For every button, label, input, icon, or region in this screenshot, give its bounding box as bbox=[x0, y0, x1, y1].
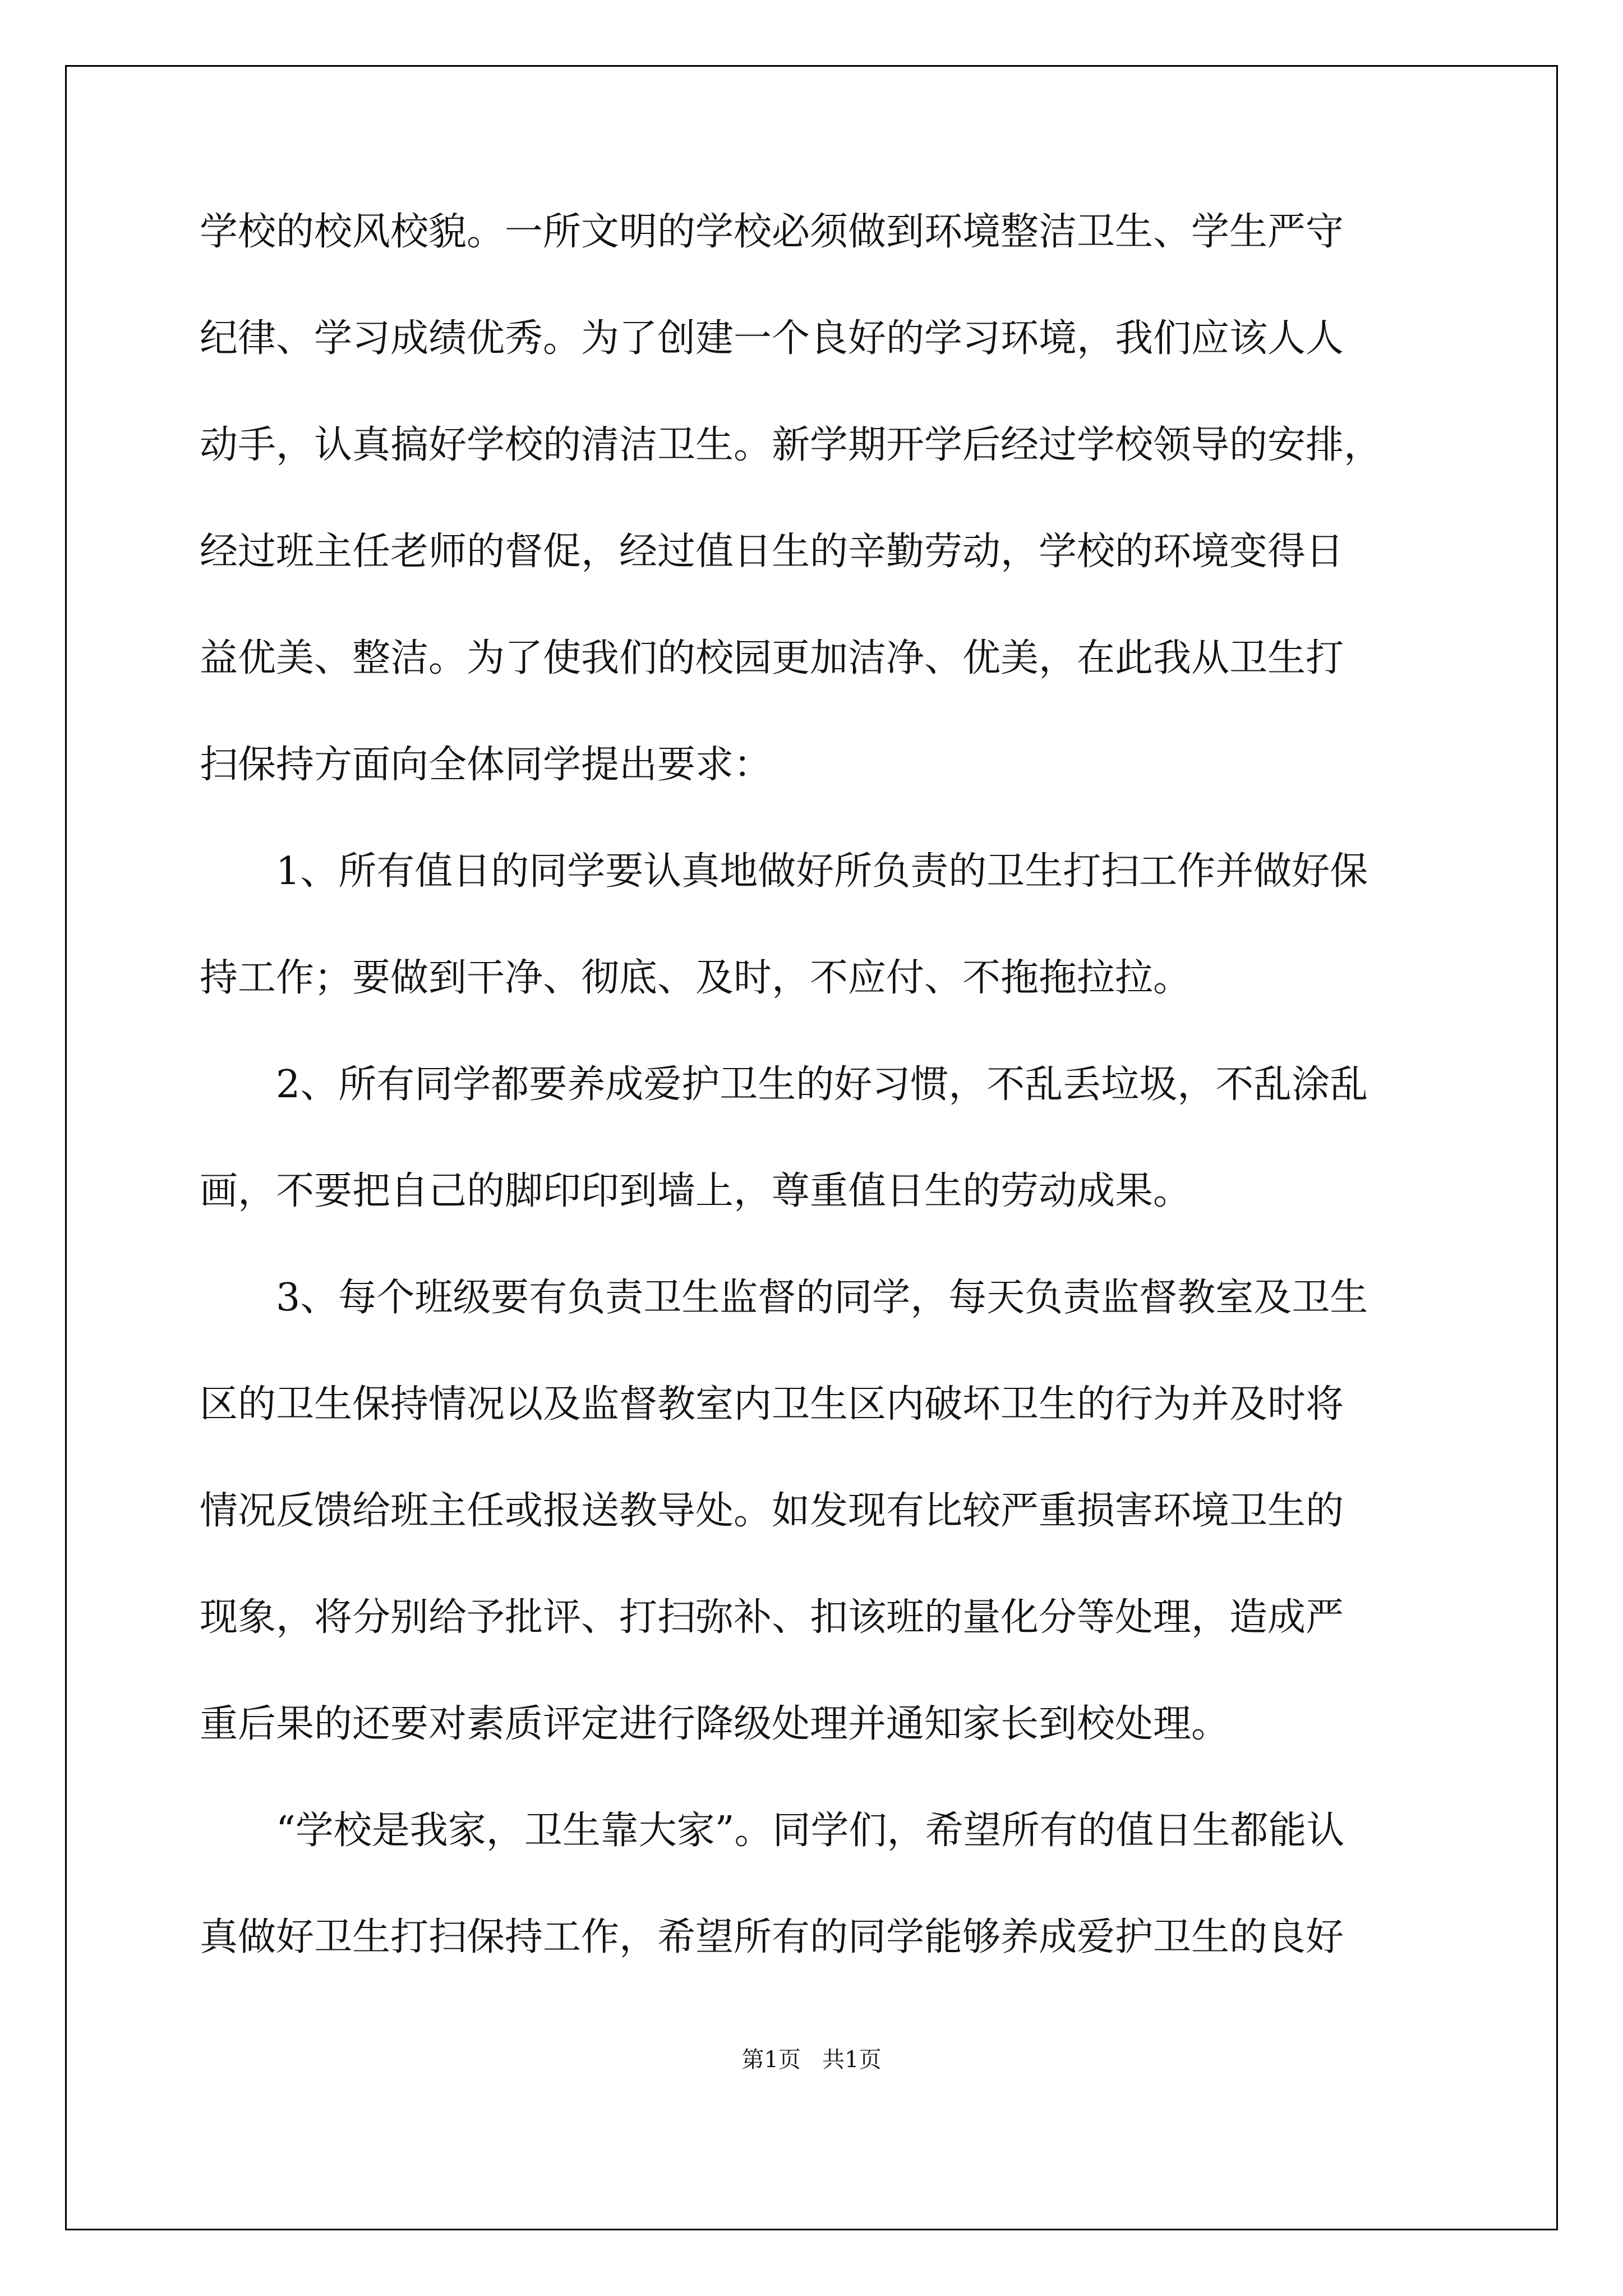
text-line: 重后果的还要对素质评定进行降级处理并通知家长到校处理。 bbox=[200, 1702, 1230, 1746]
text-line: 持工作；要做到干净、彻底、及时，不应付、不拖拖拉拉。 bbox=[200, 956, 1192, 1000]
text-line: 1、所有值日的同学要认真地做好所负责的卫生打扫工作并做好保 bbox=[276, 849, 1368, 894]
page-border bbox=[65, 65, 1558, 2230]
text-line: “学校是我家，卫生靠大家”。同学们，希望所有的值日生都能认 bbox=[276, 1809, 1345, 1853]
text-line: 区的卫生保持情况以及监督教室内卫生区内破坏卫生的行为并及时将 bbox=[200, 1382, 1344, 1427]
text-line: 情况反馈给班主任或报送教导处。如发现有比较严重损害环境卫生的 bbox=[200, 1489, 1344, 1533]
text-line: 3、每个班级要有负责卫生监督的同学，每天负责监督教室及卫生 bbox=[276, 1276, 1368, 1320]
text-line: 纪律、学习成绩优秀。为了创建一个良好的学习环境，我们应该人人 bbox=[200, 316, 1344, 361]
text-line: 益优美、整洁。为了使我们的校园更加洁净、优美，在此我从卫生打 bbox=[200, 636, 1344, 680]
text-line: 经过班主任老师的督促，经过值日生的辛勤劳动，学校的环境变得日 bbox=[200, 530, 1344, 574]
text-line: 2、所有同学都要养成爱护卫生的好习惯，不乱丢垃圾，不乱涂乱 bbox=[276, 1062, 1368, 1107]
text-line: 动手，认真搞好学校的清洁卫生。新学期开学后经过学校领导的安排， bbox=[200, 423, 1382, 467]
text-line: 扫保持方面向全体同学提出要求： bbox=[200, 743, 772, 787]
text-line: 学校的校风校貌。一所文明的学校必须做到环境整洁卫生、学生严守 bbox=[200, 210, 1344, 254]
page-footer: 第1页 共1页 bbox=[741, 2047, 882, 2073]
text-line: 真做好卫生打扫保持工作，希望所有的同学能够养成爱护卫生的良好 bbox=[200, 1915, 1344, 1959]
text-line: 现象，将分别给予批评、打扫弥补、扣该班的量化分等处理，造成严 bbox=[200, 1595, 1344, 1640]
text-line: 画，不要把自己的脚印印到墙上，尊重值日生的劳动成果。 bbox=[200, 1169, 1192, 1213]
